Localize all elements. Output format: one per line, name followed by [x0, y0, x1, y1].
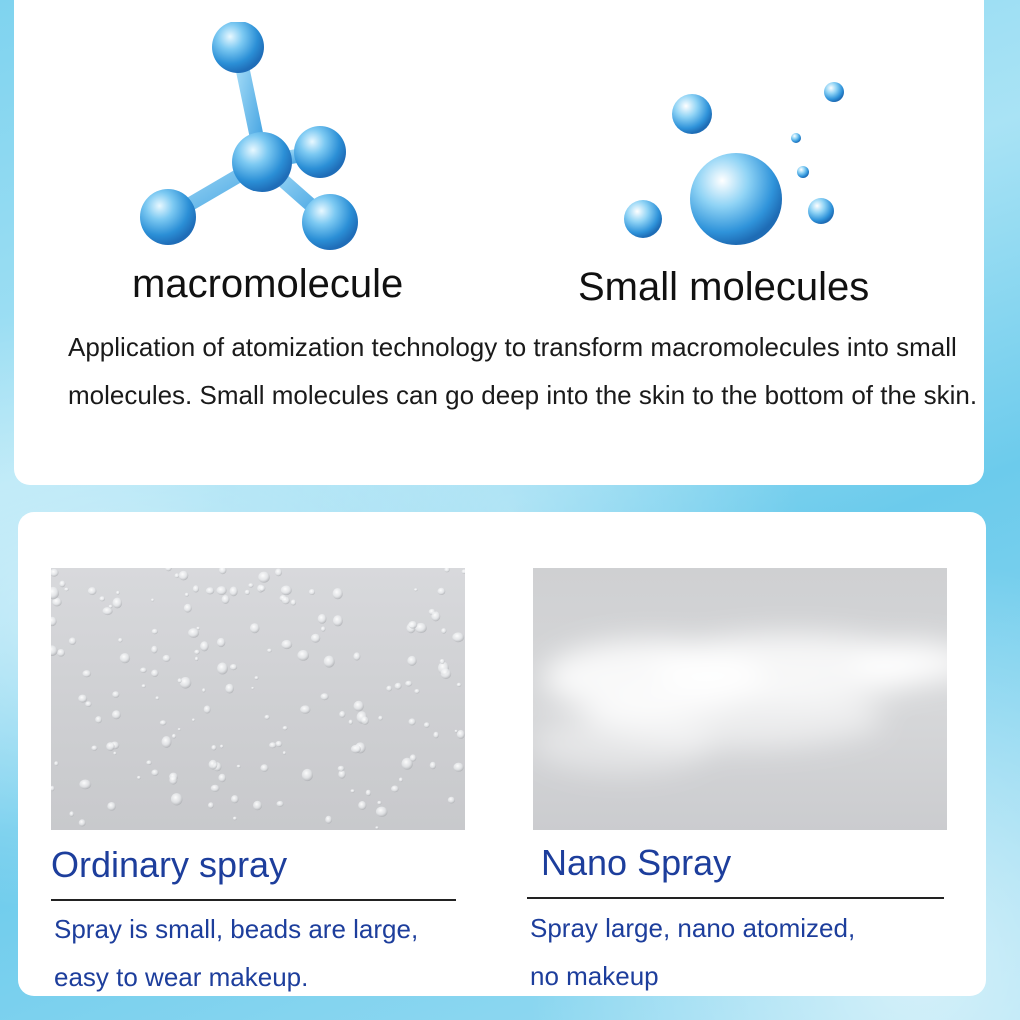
water-droplet [358, 801, 366, 810]
ordinary-desc-line-2: easy to wear makeup. [54, 962, 309, 992]
water-droplet [217, 663, 228, 675]
water-droplet [259, 585, 265, 591]
water-droplet [338, 766, 345, 772]
water-droplet [194, 650, 199, 655]
water-droplet [269, 742, 276, 748]
water-droplet [202, 688, 205, 692]
water-droplet [321, 693, 329, 700]
water-droplet [433, 732, 438, 739]
water-droplet [85, 701, 91, 707]
water-droplet [230, 664, 237, 670]
water-droplet [163, 655, 171, 662]
water-droplet [378, 716, 383, 721]
water-droplets-icon [51, 568, 465, 830]
water-droplet [311, 634, 320, 643]
water-droplet [457, 730, 465, 739]
water-droplet [452, 632, 464, 642]
water-droplet [151, 770, 158, 776]
water-droplet [112, 710, 121, 719]
water-droplet [253, 801, 262, 811]
water-droplet [318, 614, 327, 624]
water-droplet [178, 678, 182, 683]
water-droplet [424, 722, 430, 728]
water-droplet [54, 761, 58, 766]
water-droplet [51, 569, 59, 577]
water-droplet [109, 605, 113, 608]
water-droplet [103, 607, 113, 615]
water-droplet [95, 716, 102, 723]
water-droplet [405, 681, 412, 687]
water-droplet [455, 730, 458, 733]
water-droplet [59, 581, 65, 588]
water-droplet [172, 734, 176, 739]
water-droplet [225, 684, 234, 694]
atomization-description: Application of atomization technology to transform macromolecules into small molecules. Small molecules can go deep into the skin to the bottom of the skin. [68, 332, 978, 410]
nano-desc-line-1: Spray large, nano atomized, [530, 913, 856, 943]
nano-spray-description [530, 904, 970, 1000]
ordinary-desc-line-1: Spray is small, beads are large, [54, 914, 419, 944]
water-droplet [354, 701, 364, 712]
water-droplet [230, 587, 238, 597]
water-droplet [162, 736, 172, 748]
ordinary-spray-description [54, 905, 494, 1001]
water-droplet [245, 590, 250, 595]
water-droplet [107, 802, 116, 811]
water-droplet [165, 568, 172, 571]
water-droplet [333, 615, 343, 626]
water-droplet [91, 746, 97, 751]
water-droplet [237, 765, 241, 768]
water-droplet [83, 670, 92, 677]
water-droplet [178, 728, 181, 731]
water-droplet [69, 638, 76, 645]
water-droplet [408, 621, 417, 629]
nano-spray-image [533, 568, 947, 830]
water-droplet [116, 591, 120, 595]
water-droplet [300, 705, 310, 713]
water-droplet [282, 597, 290, 605]
water-droplet [193, 585, 199, 592]
water-droplet [391, 786, 399, 793]
nano-desc-line-2: no makeup [530, 961, 659, 991]
water-droplet [180, 677, 192, 689]
water-droplet [113, 598, 123, 609]
water-droplet [88, 587, 97, 595]
water-droplet [204, 706, 211, 714]
water-droplet [275, 569, 282, 577]
water-droplet [302, 769, 313, 781]
ordinary-divider [51, 899, 456, 901]
water-droplet [366, 790, 371, 796]
water-droplet [283, 726, 288, 730]
water-droplet [309, 589, 315, 595]
macromolecule-label: macromolecule [132, 262, 404, 306]
water-droplet [219, 568, 226, 574]
small-molecules-icon [610, 72, 870, 252]
water-droplet [218, 774, 226, 782]
water-droplet [395, 683, 402, 690]
water-droplet [258, 572, 270, 583]
water-droplet [414, 588, 418, 591]
water-droplet [430, 762, 436, 769]
water-droplet [188, 628, 199, 638]
water-droplet [231, 795, 239, 803]
water-droplet [222, 595, 230, 604]
water-droplet [407, 656, 416, 666]
water-droplet [208, 802, 214, 808]
water-droplet [151, 599, 154, 602]
water-droplet [142, 684, 146, 688]
water-droplet [118, 638, 122, 642]
water-droplet [171, 793, 183, 805]
water-droplet [79, 780, 91, 790]
water-droplet [57, 649, 65, 657]
water-droplet [441, 669, 452, 680]
water-droplet [325, 816, 332, 824]
water-droplet [409, 718, 416, 725]
water-droplet [448, 797, 455, 804]
water-droplet [281, 586, 292, 596]
ordinary-spray-image [51, 568, 465, 830]
water-droplet [192, 718, 195, 721]
water-droplet [333, 588, 343, 599]
water-droplet [211, 745, 216, 750]
water-droplet [399, 778, 403, 783]
water-droplet [349, 720, 353, 725]
nano-spray-title: Nano Spray [541, 842, 732, 883]
water-droplet [146, 760, 151, 765]
water-droplet [260, 764, 268, 772]
water-droplet [440, 659, 445, 664]
water-droplet [175, 573, 180, 578]
water-droplet [51, 645, 58, 656]
water-droplet [281, 640, 292, 649]
water-droplet [283, 751, 286, 755]
water-droplet [120, 653, 130, 663]
water-droplet [184, 604, 192, 613]
water-droplet [51, 786, 55, 791]
macromolecule-icon [130, 22, 370, 262]
water-droplet [64, 588, 69, 592]
water-droplet [112, 691, 119, 698]
water-droplet [457, 683, 462, 687]
water-droplet [361, 717, 369, 725]
water-droplet [438, 588, 446, 595]
water-droplet [151, 646, 157, 654]
water-droplet [444, 568, 449, 572]
water-droplet [195, 657, 198, 661]
water-droplet [69, 811, 74, 816]
ordinary-spray-title: Ordinary spray [51, 844, 288, 885]
water-droplet [251, 687, 254, 689]
water-droplet [255, 676, 259, 680]
water-droplet [275, 741, 282, 747]
water-droplet [321, 626, 326, 631]
water-droplet [140, 668, 147, 673]
water-droplet [160, 720, 167, 725]
water-droplet [291, 600, 296, 606]
water-droplet [339, 711, 345, 718]
water-droplet [169, 776, 177, 785]
water-droplet [233, 817, 237, 821]
water-droplet [220, 745, 223, 749]
water-droplet [51, 617, 57, 626]
small-molecules-label: Small molecules [578, 265, 870, 309]
water-droplet [297, 650, 309, 661]
water-droplet [209, 760, 218, 770]
water-droplet [152, 629, 158, 634]
water-droplet [156, 696, 160, 700]
water-droplet [324, 656, 335, 668]
water-droplet [351, 789, 355, 792]
water-droplet [248, 583, 253, 587]
water-droplet [200, 641, 209, 651]
nano-divider [527, 897, 944, 899]
water-droplet [353, 652, 360, 660]
water-droplet [217, 586, 227, 595]
water-droplet [99, 596, 105, 601]
water-droplet [267, 649, 272, 653]
water-droplet [137, 776, 141, 779]
water-droplet [410, 754, 417, 761]
water-droplet [453, 763, 463, 772]
water-droplet [211, 785, 220, 792]
water-droplet [386, 686, 392, 692]
water-droplet [79, 819, 86, 826]
water-droplet [377, 801, 381, 805]
water-droplet [51, 587, 59, 599]
water-droplet [376, 807, 388, 817]
water-droplet [185, 593, 189, 597]
water-droplet [151, 670, 158, 677]
water-droplet [431, 611, 440, 621]
water-droplet [113, 752, 116, 755]
water-droplet [351, 745, 361, 753]
mist-icon [533, 568, 947, 830]
water-droplet [106, 742, 114, 751]
water-droplet [375, 826, 378, 829]
water-droplet [441, 628, 446, 634]
water-droplet [217, 638, 225, 647]
water-droplet [206, 587, 214, 594]
water-droplet [265, 715, 270, 720]
water-droplet [179, 571, 189, 581]
water-droplet [462, 569, 465, 574]
water-droplet [78, 695, 87, 703]
water-droplet [414, 689, 419, 694]
water-droplet [277, 801, 284, 807]
water-droplet [250, 623, 260, 633]
